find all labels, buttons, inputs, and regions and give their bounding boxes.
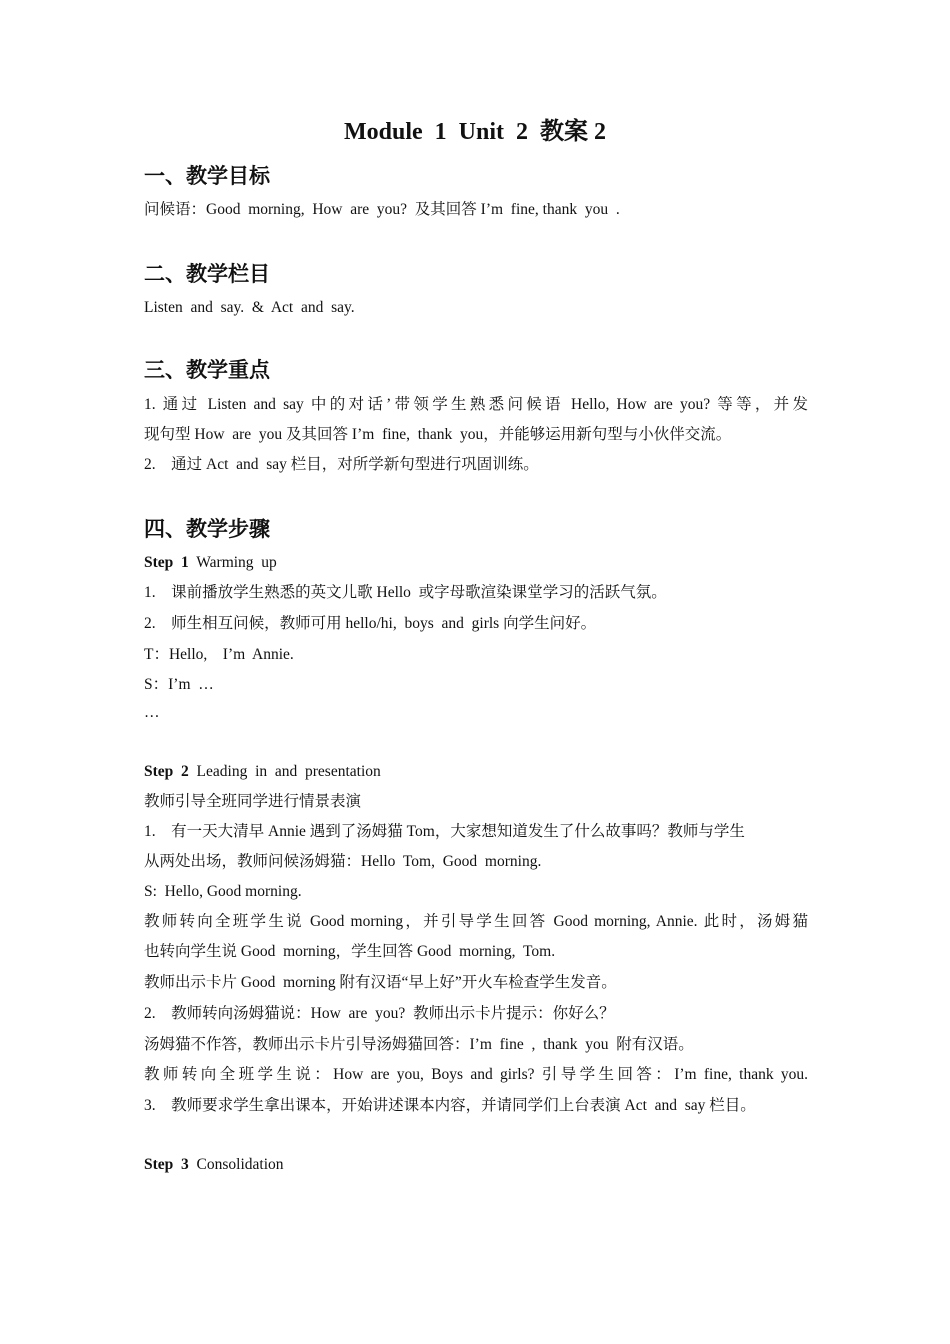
- step2-line-10: 教师转向全班学生说：How are you, Boys and girls? 引导学生回答：I’m fine, thank you.: [144, 1066, 808, 1083]
- section-heading-columns: 二、教学栏目: [144, 262, 270, 286]
- step2-line-8: 2. 教师转向汤姆猫说：How are you? 教师出示卡片提示：你好么？: [144, 1005, 615, 1022]
- step2-title: Leading in and presentation: [188, 763, 381, 780]
- step1-line-3: T：Hello, I’m Annie.: [144, 646, 294, 663]
- focus-line-2: 现句型 How are you 及其回答 I’m fine, thank you，并能够运用新句型与小伙伴交流。: [144, 426, 732, 443]
- section-heading-goal: 一、教学目标: [144, 164, 270, 188]
- document-title: Module 1 Unit 2 教案 2: [343, 119, 606, 145]
- step3-label: Step 3: [144, 1156, 189, 1173]
- step2-line-3: 从两处出场，教师问候汤姆猫：Hello Tom, Good morning.: [144, 853, 542, 870]
- section-heading-steps: 四、教学步骤: [144, 517, 270, 541]
- step1-line-2: 2. 师生相互问候，教师可用 hello/hi, boys and girls 向学生问好。: [144, 615, 597, 632]
- step3-title: Consolidation: [188, 1156, 284, 1173]
- step3-heading: [144, 1154, 284, 1176]
- step1-label: Step 1: [144, 554, 189, 571]
- step2-line-4: S: Hello, Good morning.: [144, 883, 302, 900]
- step1-line-1: 1. 课前播放学生熟悉的英文儿歌 Hello 或字母歌渲染课堂学习的活跃气氛。: [144, 584, 667, 601]
- focus-line-3: 2. 通过 Act and say 栏目，对所学新句型进行巩固训练。: [144, 456, 539, 473]
- step2-line-9: 汤姆猫不作答，教师出示卡片引导汤姆猫回答：I’m fine , thank you 附有汉语。: [144, 1036, 694, 1053]
- step2-line-1: 教师引导全班同学进行情景表演: [144, 793, 362, 810]
- step2-line-2: 1. 有一天大清早 Annie 遇到了汤姆猫 Tom，大家想知道发生了什么故事吗？教师与学生: [144, 823, 745, 840]
- focus-line-1: 1. 通过 Listen and say 中的对话’带领学生熟悉问候语 Hello, How are you? 等等，并发: [144, 396, 808, 413]
- step2-line-7: 教师出示卡片 Good morning 附有汉语“早上好”开火车检查学生发音。: [144, 974, 617, 991]
- step1-line-4: S：I’m …: [144, 676, 214, 693]
- goal-text: 问候语：Good morning, How are you? 及其回答 I’m fine, thank you .: [144, 201, 620, 218]
- step2-line-5: 教师转向全班学生说 Good morning，并引导学生回答 Good morning, Annie. 此时，汤姆猫: [144, 913, 808, 930]
- columns-text: Listen and say. & Act and say.: [144, 299, 355, 316]
- step1-heading: [144, 552, 277, 574]
- step2-label: Step 2: [144, 763, 189, 780]
- step2-line-6: 也转向学生说 Good morning，学生回答 Good morning, Tom.: [144, 943, 556, 960]
- section-heading-focus: 三、教学重点: [144, 358, 270, 382]
- step2-heading: [144, 761, 381, 783]
- step1-line-5: …: [144, 704, 160, 721]
- step2-line-11: 3. 教师要求学生拿出课本，开始讲述课本内容，并请同学们上台表演 Act and say 栏目。: [144, 1097, 756, 1114]
- step1-title: Warming up: [188, 554, 277, 571]
